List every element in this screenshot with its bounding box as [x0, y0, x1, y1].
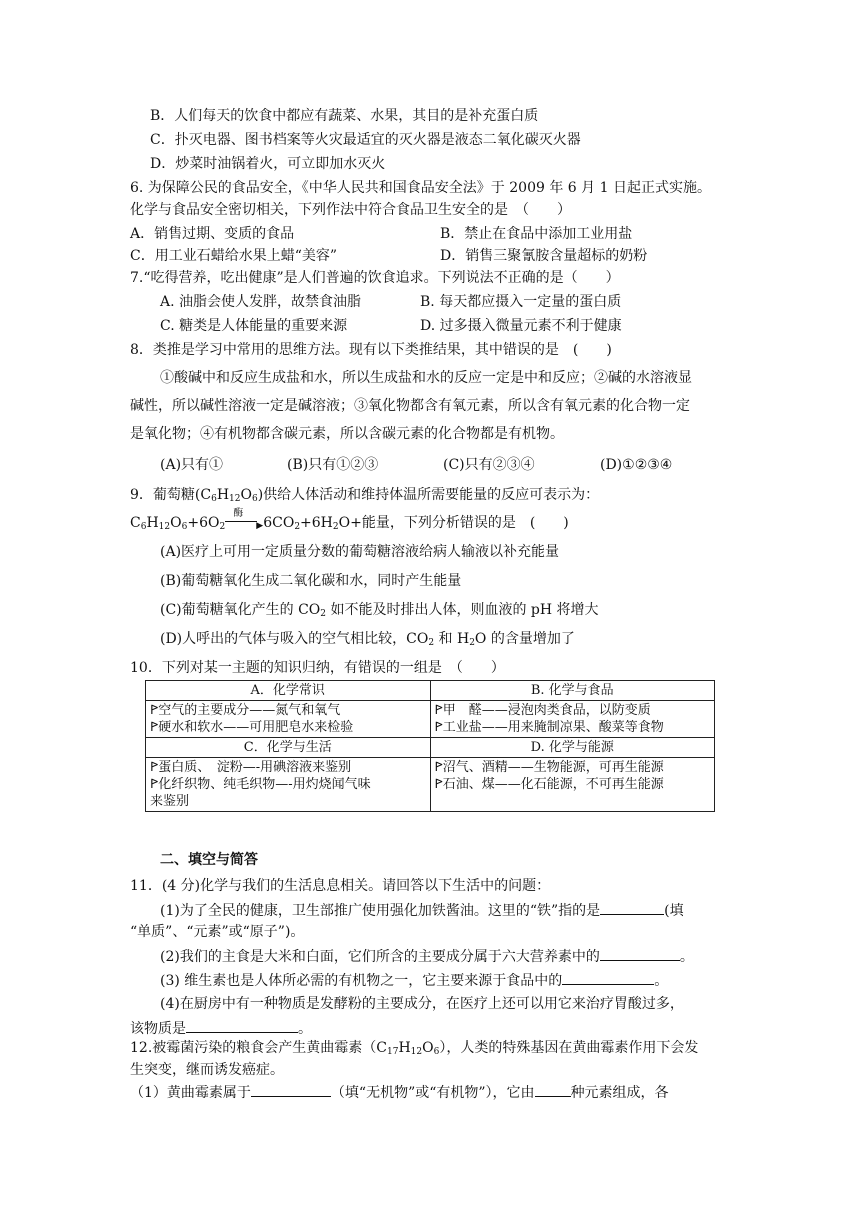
- q9-stem: 9．葡萄糖$(C_6H_{12}O_6)$供给人体活动和维持体温所需要能量的反应可表示为：: [130, 487, 600, 504]
- q8-para-line3: 是氧化物；④有机物都含碳元素，所以含碳元素的化合物都是有机物。: [130, 426, 564, 442]
- q11-part4-cont: 该物质是 。: [130, 1018, 312, 1039]
- q12-line2: 生突变，继而诱发癌症。: [130, 1062, 284, 1078]
- q12-line1: 12.被霉菌污染的粮食会产生黄曲霉素$(C_{17}H_{12}O_6)$，人类的特殊基因在黄曲霉素作用下会发: [130, 1040, 699, 1057]
- knowledge-table: [145, 680, 715, 812]
- q7-option-b: B. 每天都应摄入一定量的蛋白质: [420, 294, 622, 310]
- table-cell-a: ꚰ空气的主要成分——氮气和氧气 ꚰ硬水和软水——可用肥皂水来检验: [146, 701, 431, 738]
- q7-stem: 7.“吃得营养，吃出健康”是人们普遍的饮食追求。下列说法不正确的是（ ）: [130, 270, 620, 286]
- answer-blank[interactable]: [251, 1082, 331, 1097]
- table-cell-c: ꚰ蛋白质、 淀粉—-用碘溶液来鉴别 ꚰ化纤织物、纯毛织物—-用灼烧闻气味 来鉴别: [146, 758, 431, 812]
- q8-stem: 8．类推是学习中常用的思维方法。现有以下类推结果，其中错误的是 ( ): [130, 342, 612, 358]
- q5-option-c: C．扑灭电器、图书档案等火灾最适宜的灭火器是液态二氧化碳灭火器: [150, 132, 581, 148]
- q8-option-a: (A)只有①: [160, 457, 224, 473]
- reaction-arrow-icon: 酶 ▶: [225, 513, 263, 527]
- q11-part1: (1)为了全民的健康，卫生部推广使用强化加铁酱油。这里的“铁”指的是 (填: [160, 900, 684, 921]
- q7-option-c: C. 糖类是人体能量的重要来源: [160, 318, 348, 334]
- q6-option-d: D．销售三聚氰胺含量超标的奶粉: [440, 248, 648, 264]
- section-title: 二、填空与简答: [160, 852, 258, 868]
- q8-option-b: (B)只有①②③: [287, 457, 379, 473]
- q8-option-c: (C)只有②③④: [443, 457, 535, 473]
- q11-part1-cont: “单质”、“元素”或“原子”)。: [130, 924, 305, 940]
- q6-option-b: B．禁止在食品中添加工业用盐: [440, 226, 633, 242]
- answer-blank[interactable]: [600, 900, 664, 915]
- q6-option-a: A．销售过期、变质的食品: [130, 226, 295, 242]
- table-cell-b: ꚰ甲 醛——浸泡肉类食品，以防变质 ꚰ工业盐——用来腌制凉果、酸菜等食物: [430, 701, 715, 738]
- answer-blank[interactable]: [600, 946, 680, 961]
- table-header-d: D. 化学与能源: [430, 738, 715, 758]
- q5-option-d: D．炒菜时油锅着火，可立即加水灭火: [150, 156, 386, 172]
- q11-stem: 11．(4 分)化学与我们的生活息息相关。请回答以下生活中的问题：: [130, 878, 551, 894]
- q9-equation: $C_6H_{12}O_6+6O_2$ 酶 ▶ $6CO_2+6H_2O+$能量，下列分析错误的是 ( ): [130, 508, 569, 532]
- q9-option-d: (D)人呼出的气体与吸入的空气相比较，$CO_2$ 和 $H_2O$ 的含量增加了: [160, 631, 575, 648]
- q10-stem: 10．下列对某一主题的知识归纳，有错误的一组是 （ ）: [130, 660, 505, 676]
- answer-blank[interactable]: [186, 1018, 298, 1033]
- q8-para-line2: 碱性，所以碱性溶液一定是碱溶液；③氧化物都含有氧元素，所以含有氧元素的化合物一定: [130, 398, 690, 414]
- q9-option-c: (C)葡萄糖氧化产生的 $CO_2$ 如不能及时排出人体，则血液的 pH 将增大: [160, 602, 599, 619]
- table-header-b: B. 化学与食品: [430, 681, 715, 701]
- q6-stem-line2: 化学与食品安全密切相关，下列作法中符合食品卫生安全的是 （ ）: [130, 202, 571, 218]
- q5-option-b: B．人们每天的饮食中都应有蔬菜、水果，其目的是补充蛋白质: [150, 108, 539, 124]
- q8-para-line1: ①酸碱中和反应生成盐和水，所以生成盐和水的反应一定是中和反应；②碱的水溶液显: [160, 370, 692, 386]
- table-header-c: C．化学与生活: [146, 738, 431, 758]
- q11-part4: (4)在厨房中有一种物质是发酵粉的主要成分，在医疗上还可以用它来治疗胃酸过多，: [160, 996, 684, 1012]
- q9-option-a: (A)医疗上可用一定质量分数的葡萄糖溶液给病人输液以补充能量: [160, 544, 560, 560]
- q6-stem-line1: 6. 为保障公民的食品安全，《中华人民共和国食品安全法》于 2009 年 6 月 1 日起正式实施。: [130, 180, 711, 196]
- q9-option-b: (B)葡萄糖氧化生成二氧化碳和水，同时产生能量: [160, 573, 462, 589]
- q11-part3: (3) 维生素也是人体所必需的有机物之一，它主要来源于食品中的 。: [160, 970, 668, 991]
- q6-option-c: C．用工业石蜡给水果上蜡“美容”: [130, 248, 338, 264]
- answer-blank[interactable]: [535, 1082, 571, 1097]
- q12-line3: （1）黄曲霉素属于 （填“无机物”或“有机物”），它由 种元素组成，各: [130, 1082, 669, 1103]
- q11-part2: (2)我们的主食是大米和白面，它们所含的主要成分属于六大营养素中的 。: [160, 946, 694, 967]
- q8-option-d: (D)①②③④: [600, 457, 673, 473]
- answer-blank[interactable]: [562, 970, 654, 985]
- table-cell-d: ꚰ沼气、酒精——生物能源，可再生能源 ꚰ石油、煤——化石能源，不可再生能源: [430, 758, 715, 812]
- q7-option-a: A. 油脂会使人发胖，故禁食油脂: [160, 294, 362, 310]
- q7-option-d: D. 过多摄入微量元素不利于健康: [420, 318, 622, 334]
- table-header-a: A．化学常识: [146, 681, 431, 701]
